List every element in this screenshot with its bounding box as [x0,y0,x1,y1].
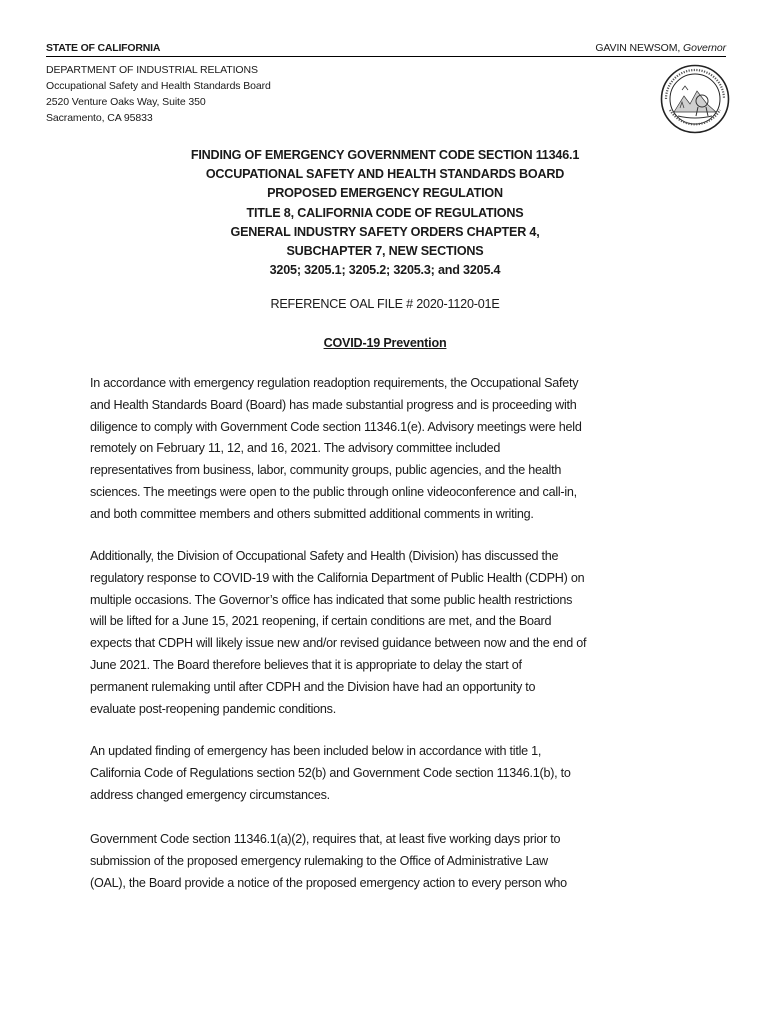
paragraph-readoption [90,373,690,526]
text-line: expects that CDPH will likely issue new and/or revised guidance between now and the end of [90,636,587,651]
governor-title: Governor [683,42,726,54]
governor-line [595,42,726,54]
text-line: and Health Standards Board (Board) has made substantial progress and is proceeding with [90,397,577,412]
heading-line: GENERAL INDUSTRY SAFETY ORDERS CHAPTER 4, [230,224,540,239]
text-line: (OAL), the Board provide a notice of the proposed emergency action to every person who [90,875,567,890]
text-line: sciences. The meetings were open to the public through online videoconference and call-in, [90,484,577,499]
text-line: Additionally, the Division of Occupational Safety and Health (Division) has discussed the [90,549,559,563]
text-line: regulatory response to COVID-19 with the California Department of Public Health (CDPH) on [90,570,585,585]
letterhead-bar [46,42,726,57]
text-line: will be lifted for a June 15, 2021 reopening, if certain conditions are met, and the Board [90,614,552,629]
heading-line: FINDING OF EMERGENCY GOVERNMENT CODE SECTION 11346.1 [190,148,580,162]
text-line: permanent rulemaking until after CDPH and the Division have had an opportunity to [90,679,536,694]
text-line: In accordance with emergency regulation readoption requirements, the Occupational Safety [90,376,579,390]
paragraph-notice [90,829,690,894]
subject-title: COVID-19 Prevention [323,336,447,350]
state-seal-icon [660,64,730,134]
heading-line: TITLE 8, CALIFORNIA CODE OF REGULATIONS [246,205,524,220]
address-line: 2520 Venture Oaks Way, Suite 350 [46,96,206,108]
text-line: submission of the proposed emergency rulemaking to the Office of Administrative Law [90,853,548,868]
address-line: Occupational Safety and Health Standards Board [46,80,271,92]
heading-line: PROPOSED EMERGENCY REGULATION [267,186,503,201]
text-line: June 2021. The Board therefore believes that it is appropriate to delay the start of [90,657,522,672]
heading-line: 3205; 3205.1; 3205.2; 3205.3; and 3205.4 [269,263,501,278]
text-line: Government Code section 11346.1(a)(2), requires that, at least five working days prior to [90,832,561,846]
text-line: and both committee members and others submitted additional comments in writing. [90,506,534,521]
governor-name: GAVIN NEWSOM, [595,42,681,54]
text-line: remotely on February 11, 12, and 16, 2021. The advisory committee included [90,441,501,456]
text-line: address changed emergency circumstances. [90,787,330,802]
paragraph-division [90,546,690,720]
text-line: An updated finding of emergency has been included below in accordance with title 1, [90,744,542,758]
reference-file: REFERENCE OAL FILE # 2020-1120-01E [270,297,500,311]
document-heading [0,146,770,280]
text-line: evaluate post-reopening pandemic conditions. [90,701,336,716]
text-line: California Code of Regulations section 52(b) and Government Code section 11346.1(b), to [90,765,571,780]
address-line: Sacramento, CA 95833 [46,112,153,124]
heading-line: SUBCHAPTER 7, NEW SECTIONS [286,244,484,259]
department-address [46,62,271,126]
text-line: multiple occasions. The Governor’s office has indicated that some public health restrictions [90,592,573,607]
text-line: representatives from business, labor, community groups, public agencies, and the health [90,463,562,478]
paragraph-updated-finding [90,741,690,806]
address-line: DEPARTMENT OF INDUSTRIAL RELATIONS [46,64,258,76]
state-name: STATE OF CALIFORNIA [46,42,161,54]
text-line: diligence to comply with Government Code section 11346.1(e). Advisory meetings were held [90,419,582,434]
heading-line: OCCUPATIONAL SAFETY AND HEALTH STANDARDS BOARD [205,167,565,182]
